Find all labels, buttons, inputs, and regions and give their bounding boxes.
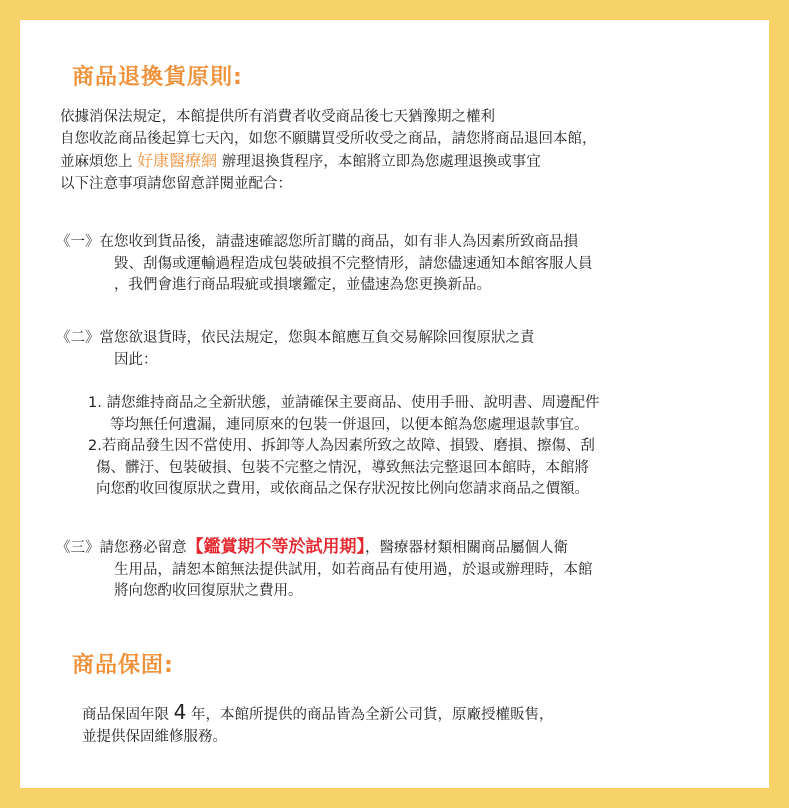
item-line: 將向您酌收回復原狀之費用。 bbox=[114, 583, 303, 599]
warranty-text: 商品保固年限 bbox=[82, 707, 174, 723]
item-text: ，醫療器材類相關商品屬個人衛 bbox=[365, 540, 568, 556]
warranty-text: 年，本館所提供的商品皆為全新公司貨，原廠授權販售， bbox=[186, 707, 554, 723]
item-three bbox=[56, 537, 593, 603]
appreciation-period-notice: 【鑑賞期不等於試用期】 bbox=[186, 537, 365, 557]
sub-item-line: 等均無任何遺漏，連同原來的包裝一併退回，以便本館為您處理退款事宜。 bbox=[110, 416, 589, 433]
sub-item-line: 2.若商品發生因不當使用、拆卸等人為因素所致之故障、損毀、磨損、擦傷、刮 bbox=[88, 438, 595, 454]
item-line: 因此： bbox=[114, 351, 158, 368]
brand-name: 好康醫療網 bbox=[137, 151, 218, 170]
section-title-returns: 商品退換貨原則: bbox=[72, 65, 243, 90]
intro-paragraph bbox=[60, 107, 597, 195]
item-line: 《二》當您欲退貨時，依民法規定，您與本館應互負交易解除回復原狀之責 bbox=[56, 330, 535, 346]
item-line: 《一》在您收到貨品後，請盡速確認您所訂購的商品，如有非人為因素所致商品損 bbox=[56, 234, 578, 250]
item-text: 《三》請您務必留意 bbox=[56, 540, 187, 556]
item-line: ，我們會進行商品瑕疵或損壞鑑定，並儘速為您更換新品。 bbox=[114, 277, 491, 293]
intro-text: 並麻煩您上 bbox=[60, 154, 138, 170]
intro-text: 辦理退換貨程序，本館將立即為您處理退換或事宜 bbox=[217, 154, 541, 170]
sub-item-two bbox=[88, 436, 595, 501]
sub-item-one bbox=[88, 393, 599, 436]
sub-item-line: 傷、髒汙、包裝破損、包裝不完整之情況，導致無法完整退回本館時，本館將 bbox=[96, 459, 589, 476]
section-title-warranty: 商品保固: bbox=[72, 653, 174, 678]
intro-line bbox=[60, 150, 597, 174]
intro-line: 依據消保法規定，本館提供所有消費者收受商品後七天猶豫期之權利 bbox=[60, 109, 495, 125]
item-line: 生用品，請恕本館無法提供試用，如若商品有使用過，於退或辦理時，本館 bbox=[114, 561, 593, 578]
item-line: 毀、刮傷或運輸過程造成包裝破損不完整情形，請您儘速通知本館客服人員 bbox=[114, 255, 593, 272]
warranty-years: 4 bbox=[173, 700, 187, 724]
warranty-paragraph bbox=[82, 702, 553, 748]
item-two bbox=[56, 328, 535, 371]
intro-line: 自您收訖商品後起算七天內，如您不願購買受所收受之商品，請您將商品退回本館， bbox=[60, 130, 597, 147]
warranty-line bbox=[82, 702, 553, 727]
item-line bbox=[56, 537, 593, 560]
sub-item-line: 1. 請您維持商品之全新狀態，並請確保主要商品、使用手冊、說明書、周邊配件 bbox=[88, 395, 600, 411]
intro-line: 以下注意事項請您留意詳閱並配合： bbox=[60, 175, 292, 192]
warranty-line: 並提供保固維修服務。 bbox=[82, 728, 227, 745]
sub-item-line: 向您酌收回復原狀之費用，或依商品之保存狀況按比例向您請求商品之價額。 bbox=[96, 481, 589, 497]
item-one bbox=[56, 232, 593, 297]
